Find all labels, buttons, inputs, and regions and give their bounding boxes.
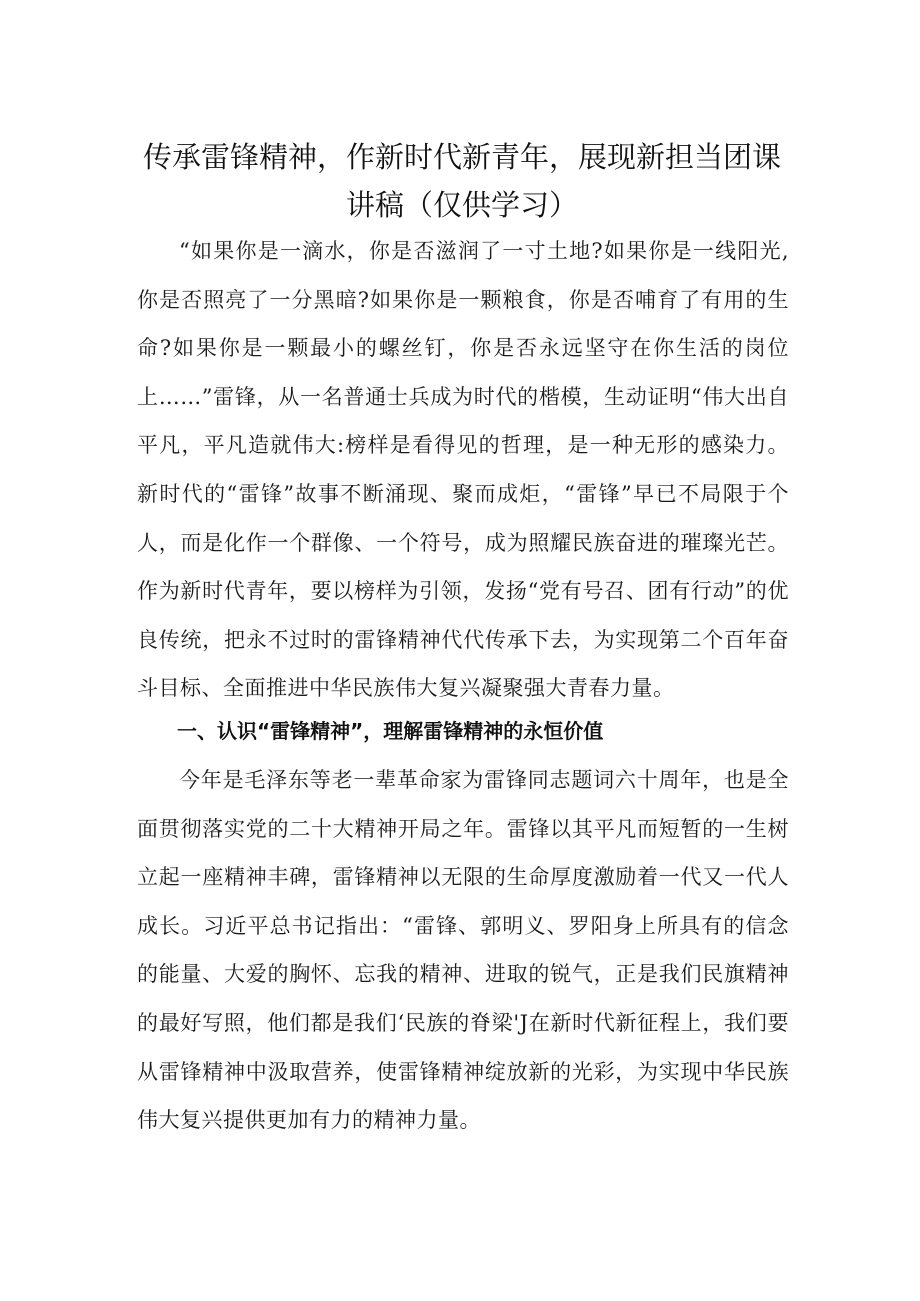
section-1-paragraph: 今年是毛泽东等老一辈革命家为雷锋同志题词六十周年，也是全面贯彻落实党的二十大精神开局之年。雷锋以其平凡而短暂的一生树立起一座精神丰碑，雷锋精神以无限的生命厚度激励着一代又一代人成长。习近平总书记指出：“雷锋、郭明义、罗阳身上所具有的信念的能量、大爱的胸怀、忘我的精神、进取的锐气，正是我们民旗精神的最好写照，他们都是我们‘民族的脊梁'J在新时代新征程上，我们要从雷锋精神中汲取营养，使雷锋精神绽放新的光彩，为实现中华民族伟大复兴提供更加有力的精神力量。 (137, 768, 789, 1133)
intro-paragraph: “如果你是一滴水，你是否滋润了一寸土地?如果你是一线阳光,你是否照亮了一分黑暗?如果你是一颗粮食，你是否哺育了有用的生命?如果你是一颗最小的螺丝钉，你是否永远坚守在你生活的岗位上……”雷锋，从一名普通士兵成为时代的楷模，生动证明“伟大出自平凡，平凡造就伟大:榜样是看得见的哲理，是一种无形的感染力。新时代的“雷锋”故事不断涌现、聚而成炬，“雷锋”早已不局限于个人，而是化作一个群像、一个符号，成为照耀民族奋进的璀璨光芒。作为新时代青年，要以榜样为引领，发扬“党有号召、团有行动”的优良传统，把永不过时的雷锋精神代代传承下去，为实现第二个百年奋斗目标、全面推进中华民族伟大复兴凝聚强大青春力量。 (137, 239, 789, 701)
document-title: 传承雷锋精神，作新时代新青年，展现新担当团课讲稿（仅供学习） (142, 140, 781, 222)
section-heading-1: 一、认识“雷锋精神”，理解雷锋精神的永恒价值 (177, 719, 604, 743)
